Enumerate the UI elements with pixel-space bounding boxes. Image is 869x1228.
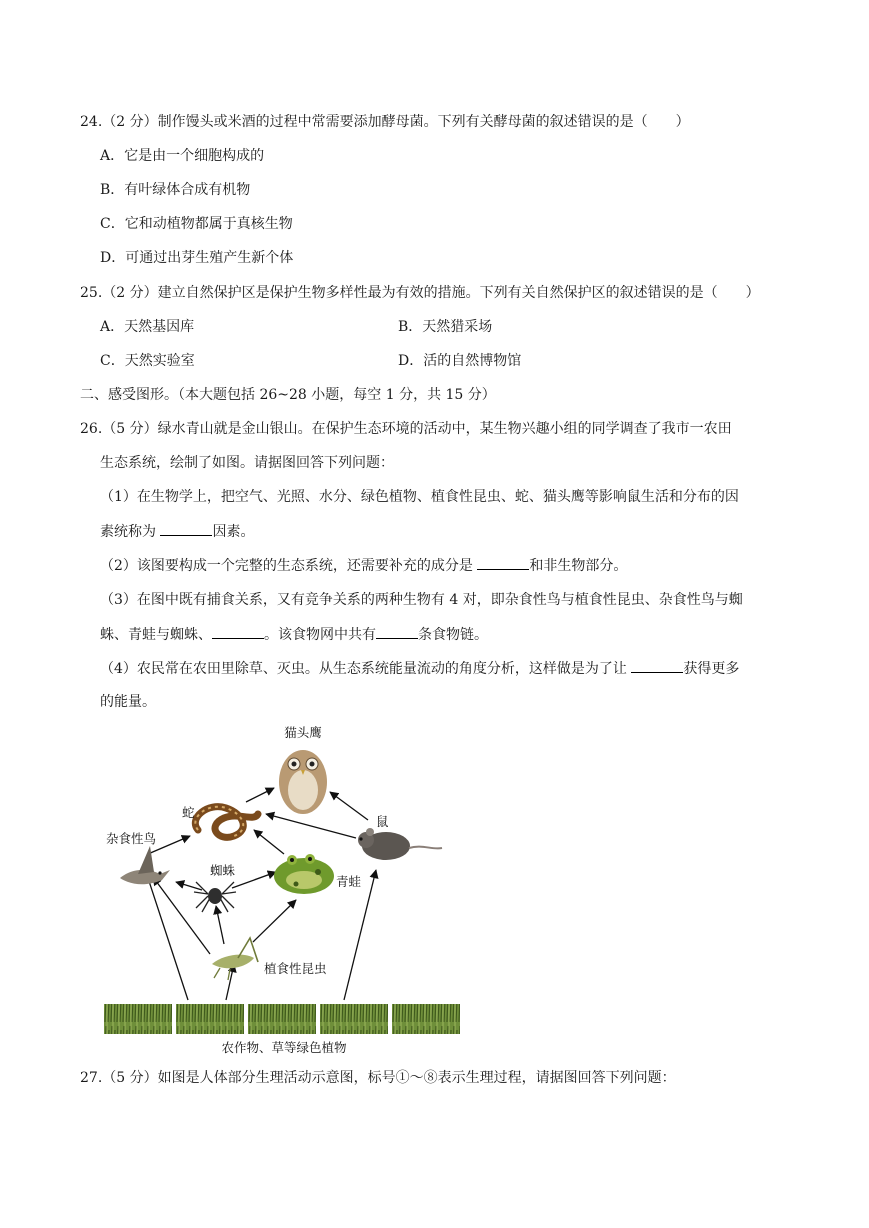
q25-option-a: A．天然基因库 <box>100 319 195 335</box>
section-heading: 二、感受图形。（本大题包括 26~28 小题，每空 1 分，共 15 分） <box>80 387 496 403</box>
owl-illustration <box>279 750 327 814</box>
answer-blank-2[interactable] <box>477 555 529 570</box>
q26-part2-text-a: （2）该图要构成一个完整的生态系统，还需要补充的成分是 <box>100 558 473 574</box>
arrow-snake-to-owl <box>246 788 274 802</box>
arrow-mouse-to-snake <box>266 814 356 838</box>
insect-illustration <box>212 938 258 980</box>
q26-part1-line2 <box>100 521 254 542</box>
q25-option-c: C．天然实验室 <box>100 353 195 369</box>
frog-illustration <box>274 854 334 894</box>
q26-part3-text-c: 条食物链。 <box>418 627 488 643</box>
snake-illustration <box>195 807 258 838</box>
answer-blank-4[interactable] <box>376 624 418 639</box>
label-snake: 蛇 <box>182 805 195 820</box>
label-frog: 青蛙 <box>336 874 362 889</box>
answer-blank-1[interactable] <box>160 521 212 536</box>
q26-part1-text-a: 素统称为 <box>100 524 156 540</box>
arrow-mouse-to-owl <box>330 792 368 820</box>
label-owl: 猫头鹰 <box>284 725 322 740</box>
q26-part3-text-b: 。该食物网中共有 <box>264 627 376 643</box>
q26-part4-text-a: （4）农民常在农田里除草、灭虫。从生态系统能量流动的角度分析，这样做是为了让 <box>100 661 627 677</box>
q26-part1-text-b: 因素。 <box>212 524 255 540</box>
q26-part4-line2: 的能量。 <box>100 694 156 710</box>
q26-part1-line1: （1）在生物学上，把空气、光照、水分、绿色植物、植食性昆虫、蛇、猫头鹰等影响鼠生活和分布的因 <box>100 489 739 505</box>
label-plants: 农作物、草等绿色植物 <box>221 1040 347 1055</box>
arrow-insect-to-frog <box>253 900 296 942</box>
q26-part3-line2 <box>100 624 488 645</box>
q24-option-c: C．它和动植物都属于真核生物 <box>100 216 293 232</box>
q26-part2 <box>100 555 627 576</box>
q26-part3-text-a: 蛛、青蛙与蜘蛛、 <box>100 627 212 643</box>
label-spider: 蜘蛛 <box>210 863 236 878</box>
q24-option-d: D．可通过出芽生殖产生新个体 <box>100 250 294 266</box>
arrow-insect-to-spider <box>216 906 224 944</box>
food-web-figure <box>98 722 470 1062</box>
q26-part4-text-b: 获得更多 <box>683 661 740 677</box>
label-insect: 植食性昆虫 <box>264 961 327 976</box>
arrow-plants-to-mouse <box>344 870 376 1000</box>
q24-stem: 24.（2 分）制作馒头或米酒的过程中常需要添加酵母菌。下列有关酵母菌的叙述错误的是（ ） <box>80 114 690 130</box>
arrow-plants-to-bird <box>146 872 188 1000</box>
q25-option-d: D．活的自然博物馆 <box>398 353 522 369</box>
arrow-spider-to-frog <box>232 872 276 888</box>
omnivorous-bird-illustration <box>120 846 170 884</box>
q26-part4-line1 <box>100 658 739 679</box>
answer-blank-5[interactable] <box>631 658 683 673</box>
q26-stem-line1: 26.（5 分）绿水青山就是金山银山。在保护生态环境的活动中，某生物兴趣小组的同学调查了我市一农田 <box>80 421 732 437</box>
q26-part3-line1: （3）在图中既有捕食关系，又有竞争关系的两种生物有 4 对，即杂食性鸟与植食性昆虫、杂食性鸟与蜘 <box>100 592 743 608</box>
food-web-arrows <box>146 788 376 1000</box>
q25-stem: 25.（2 分）建立自然保护区是保护生物多样性最为有效的措施。下列有关自然保护区的叙述错误的是（ ） <box>80 285 760 301</box>
spider-illustration <box>194 882 236 912</box>
arrow-insect-to-bird <box>153 877 210 954</box>
answer-blank-3[interactable] <box>212 624 264 639</box>
q24-option-b: B．有叶绿体合成有机物 <box>100 182 251 198</box>
arrow-frog-to-snake <box>254 830 284 854</box>
q26-part2-text-b: 和非生物部分。 <box>529 558 628 574</box>
plants-illustration <box>104 1004 460 1034</box>
q26-stem-line2: 生态系统，绘制了如图。请据图回答下列问题： <box>100 455 394 471</box>
q25-option-b: B．天然猎采场 <box>398 319 493 335</box>
q24-option-a: A．它是由一个细胞构成的 <box>100 148 265 164</box>
label-mouse: 鼠 <box>376 814 389 829</box>
label-omnivorous-bird: 杂食性鸟 <box>106 831 157 846</box>
q27-stem: 27.（5 分）如图是人体部分生理活动示意图，标号①～⑧表示生理过程，请据图回答下列问题： <box>80 1070 676 1086</box>
mouse-illustration <box>358 828 442 860</box>
